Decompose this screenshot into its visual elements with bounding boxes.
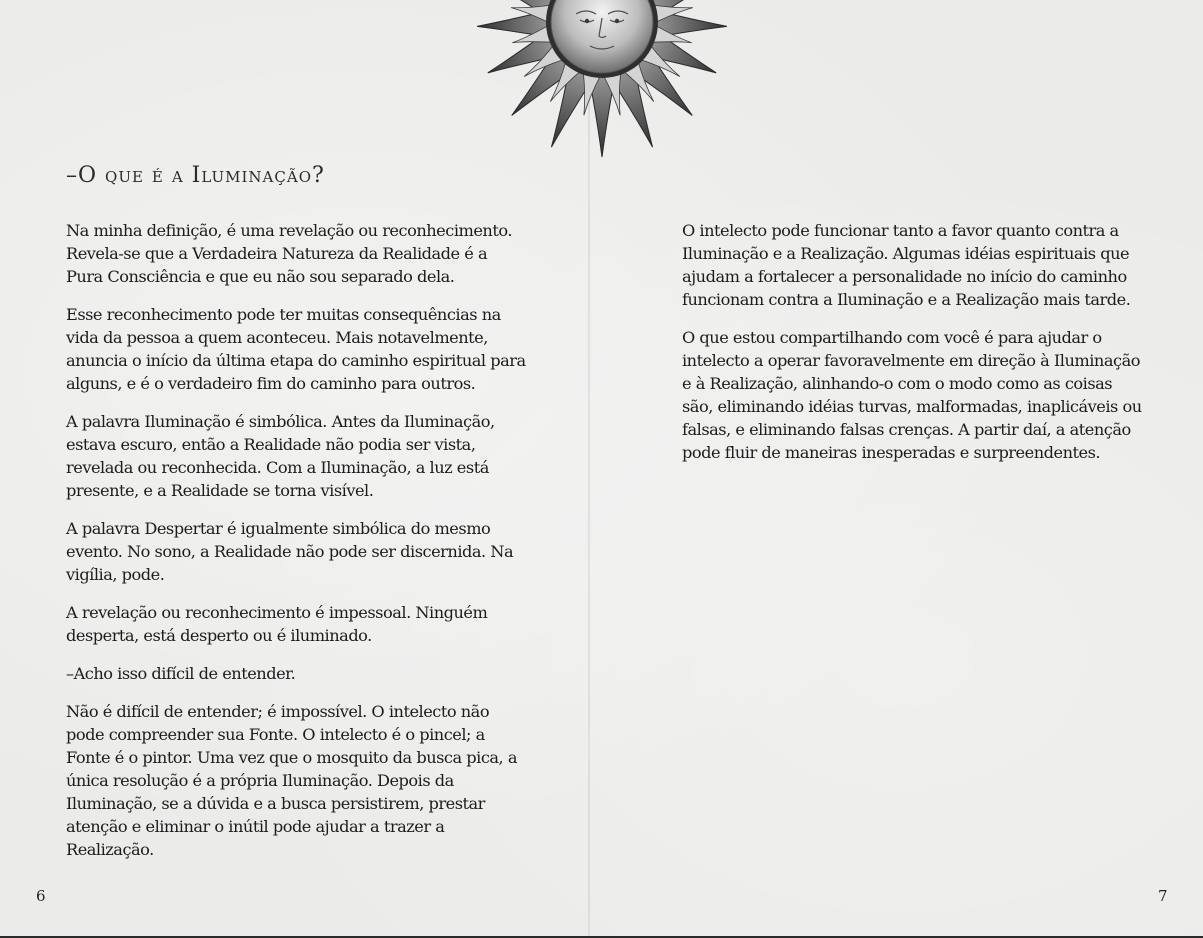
paragraph: Não é difícil de entender; é impossível. O intelecto não pode compreender sua Fonte. O intelecto é o pincel; a Fonte é o pintor. Uma vez que o mosquito da busca pica, a única resolução é a própria Iluminação. Depois da Iluminação, se a dúvida e a busca persistirem, prestar atenção e eliminar o inútil pode ajudar a trazer a Realização. <box>66 702 517 859</box>
paragraph: O intelecto pode funcionar tanto a favor quanto contra a Iluminação e a Realização. Algumas idéias espirituais que ajudam a fortalecer a personalidade no início do caminho funcionam contra a Iluminação e a Realização mais tarde. <box>682 221 1131 309</box>
paragraph: Esse reconhecimento pode ter muitas consequências na vida da pessoa a quem aconteceu. Mais notavelmente, anuncia o início da última etapa do caminho espiritual para alguns, e é o verdadeiro fim do caminho para outros. <box>66 305 526 393</box>
page-number-right: 7 <box>1158 887 1168 905</box>
left-page-text <box>66 219 526 876</box>
chapter-title: –O que é a Iluminação? <box>66 163 325 188</box>
paragraph: –Acho isso difícil de entender. <box>66 664 296 683</box>
paragraph: A palavra Despertar é igualmente simbólica do mesmo evento. No sono, a Realidade não pode ser discernida. Na vigília, pode. <box>66 519 514 584</box>
paragraph: Na minha definição, é uma revelação ou reconhecimento. Revela-se que a Verdadeira Natureza da Realidade é a Pura Consciência e que eu não sou separado dela. <box>66 221 512 286</box>
sun-face-icon <box>458 0 746 164</box>
page-number-left: 6 <box>36 887 46 905</box>
paragraph: A revelação ou reconhecimento é impessoal. Ninguém desperta, está desperto ou é iluminado. <box>66 603 488 645</box>
right-page-text <box>682 219 1144 479</box>
paragraph: O que estou compartilhando com você é para ajudar o intelecto a operar favoravelmente em direção à Iluminação e à Realização, alinhando-o com o modo como as coisas são, eliminando idéias turvas, malformadas, inaplicáveis ou falsas, e eliminando falsas crenças. A partir daí, a atenção pode fluir de maneiras inesperadas e surpreendentes. <box>682 328 1142 462</box>
paragraph: A palavra Iluminação é simbólica. Antes da Iluminação, estava escuro, então a Realidade não podia ser vista, revelada ou reconhecida. Com a Iluminação, a luz está presente, e a Realidade se torna visível. <box>66 412 495 500</box>
